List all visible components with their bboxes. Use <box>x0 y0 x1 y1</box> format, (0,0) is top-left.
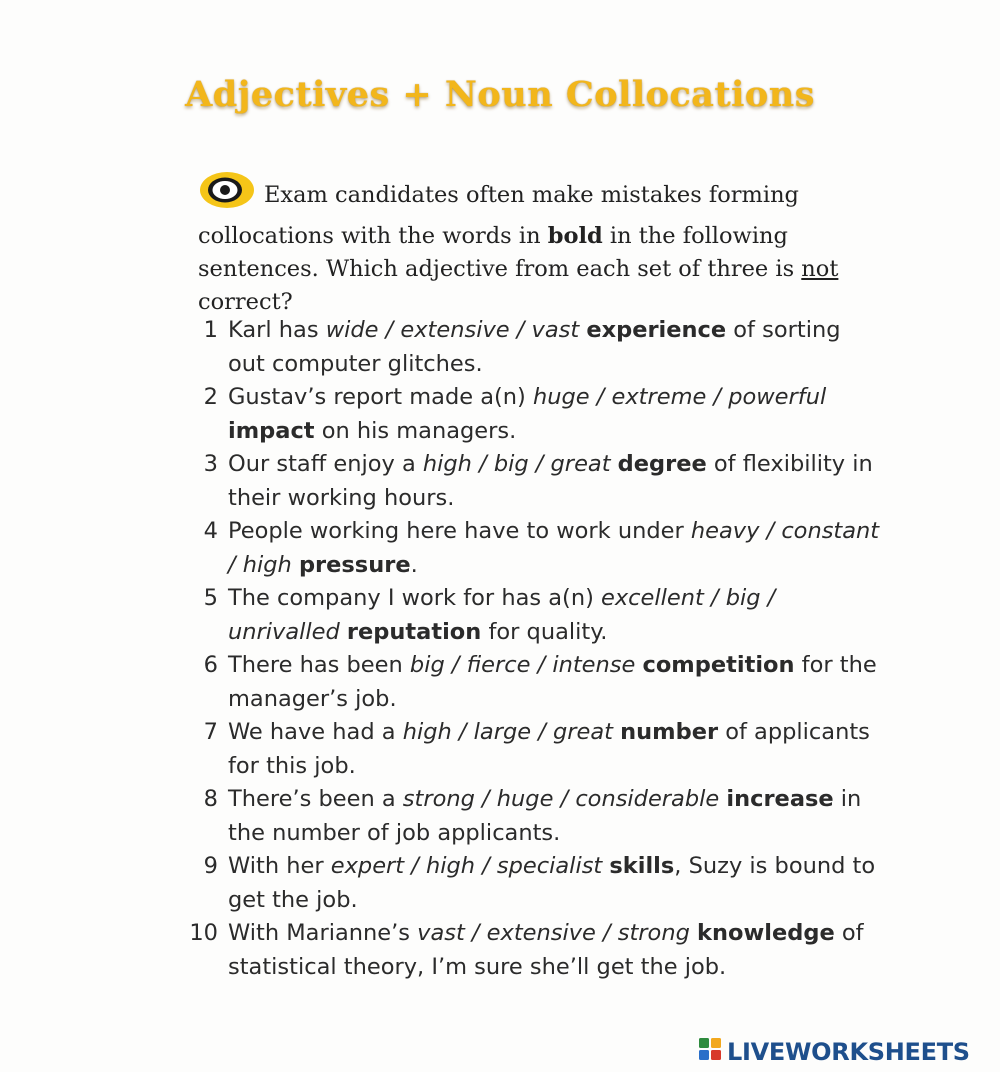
list-item <box>180 381 880 448</box>
adjective-options: excellent / big / unrivalled <box>228 585 776 645</box>
item-number: 8 <box>203 786 218 812</box>
target-noun: skills <box>609 853 675 879</box>
list-item <box>180 515 880 582</box>
item-sentence <box>228 582 880 649</box>
sentence-start: Gustav’s report made a(n) <box>228 384 533 410</box>
list-item <box>180 582 880 649</box>
sentence-end: . <box>410 551 418 578</box>
item-sentence <box>228 381 880 448</box>
list-item <box>180 850 880 917</box>
spacer <box>611 451 618 477</box>
item-sentence <box>228 850 880 917</box>
list-item <box>180 783 880 850</box>
target-noun: increase <box>726 786 834 812</box>
sentence-start: Karl has <box>228 317 326 343</box>
adjective-options: expert / high / specialist <box>330 853 603 879</box>
intro-text-3: correct? <box>198 289 293 315</box>
spacer <box>340 619 347 645</box>
adjective-options: big / fierce / intense <box>409 652 636 678</box>
exercise-list <box>180 314 880 984</box>
item-sentence <box>228 448 880 515</box>
item-number: 2 <box>203 384 218 410</box>
sentence-start: With Marianne’s <box>228 920 418 946</box>
intro-text-1: Exam candidates often make mistakes forming collocations with the words in <box>198 182 799 249</box>
sentence-end: for the manager’s job. <box>228 652 877 712</box>
adjective-options: high / large / great <box>402 719 613 745</box>
sentence-start: We have had a <box>228 719 403 745</box>
item-sentence <box>228 314 880 381</box>
logo-text: LIVEWORKSHEETS <box>727 1038 970 1066</box>
target-noun: impact <box>228 417 315 444</box>
target-noun: reputation <box>346 618 482 645</box>
page-title: Adjectives + Noun Collocations <box>185 74 815 115</box>
target-noun: degree <box>617 451 707 477</box>
adjective-options: vast / extensive / strong <box>417 920 690 946</box>
list-item <box>180 314 880 381</box>
target-noun: experience <box>586 317 727 343</box>
adjective-options: strong / huge / considerable <box>402 786 720 812</box>
item-number: 7 <box>203 719 218 745</box>
list-item <box>180 649 880 716</box>
item-number: 6 <box>203 652 218 678</box>
exercise-instructions <box>198 170 878 319</box>
intro-text-2: in the following sentences. Which adjective from each set of three is <box>198 223 802 282</box>
target-noun: competition <box>642 652 795 678</box>
sentence-end: in the number of job applicants. <box>228 786 862 846</box>
target-noun: pressure <box>298 551 411 578</box>
liveworksheets-logo-icon <box>698 1036 724 1068</box>
list-item <box>180 917 880 984</box>
item-number: 5 <box>203 585 218 611</box>
target-noun: number <box>620 719 719 745</box>
adjective-options: wide / extensive / vast <box>325 317 580 343</box>
item-number: 10 <box>189 920 218 946</box>
sentence-start: The company I work for has a(n) <box>228 585 602 611</box>
sentence-end: for quality. <box>481 618 608 645</box>
sentence-end: , Suzy is bound to get the job. <box>228 853 876 913</box>
liveworksheets-logo[interactable] <box>698 1036 970 1068</box>
sentence-start: People working here have to work under <box>228 518 691 544</box>
sentence-start: There has been <box>228 652 410 678</box>
adjective-options: huge / extreme / powerful <box>532 384 827 410</box>
item-number: 9 <box>203 853 218 879</box>
spacer <box>635 652 642 678</box>
exam-eye-icon <box>198 170 256 220</box>
sentence-end: of statistical theory, I’m sure she’ll get the job. <box>228 920 864 980</box>
adjective-options: heavy / constant / high <box>228 518 880 578</box>
item-number: 3 <box>203 451 218 477</box>
sentence-start: Our staff enjoy a <box>228 451 423 477</box>
item-sentence <box>228 917 880 984</box>
item-number: 1 <box>203 317 218 343</box>
intro-underlined-word: not <box>801 256 839 282</box>
sentence-start: There’s been a <box>228 786 403 812</box>
item-sentence <box>228 649 880 716</box>
item-number: 4 <box>203 518 218 544</box>
list-item <box>180 716 880 783</box>
sentence-end: on his managers. <box>314 417 517 444</box>
sentence-end: of applicants for this job. <box>228 719 870 779</box>
list-item <box>180 448 880 515</box>
adjective-options: high / big / great <box>422 451 611 477</box>
spacer <box>292 552 299 578</box>
spacer <box>690 920 697 946</box>
item-sentence <box>228 783 880 850</box>
sentence-start: With her <box>228 853 331 879</box>
sentence-end: of sorting out computer glitches. <box>228 317 841 377</box>
intro-bold-word: bold <box>547 223 603 249</box>
item-sentence <box>228 515 880 582</box>
sentence-end: of flexibility in their working hours. <box>228 451 873 511</box>
target-noun: knowledge <box>697 920 835 946</box>
item-sentence <box>228 716 880 783</box>
